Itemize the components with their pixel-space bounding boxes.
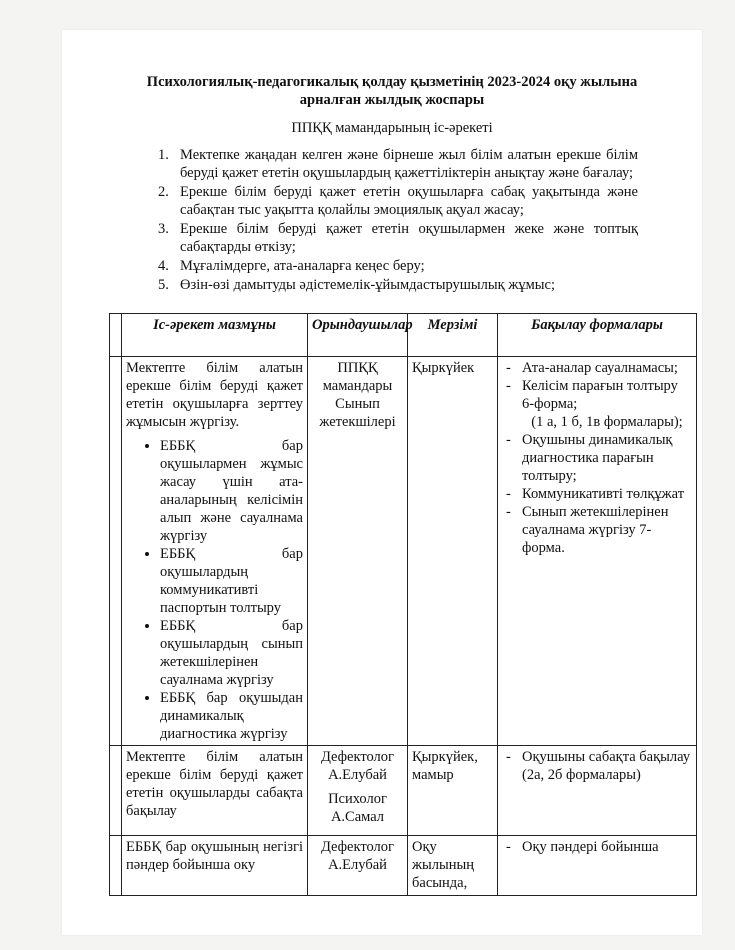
deadline-cell: Қыркүйек <box>408 357 498 746</box>
list-item: - Коммуникативті төлқұжат <box>502 485 692 503</box>
table-row <box>110 357 697 746</box>
content-text: Мектепте білім алатын ерекше білім беруді қажет ететін оқушыларға зерттеу жұмысын жүргізу. <box>126 360 303 430</box>
list-item: - Келісім парағын толтыру 6-форма; (1 а, 1 б, 1в формалары); <box>502 377 692 431</box>
performer: Психолог А.Самал <box>328 791 387 825</box>
header-control: Бақылау формалары <box>498 314 697 357</box>
performer: Дефектолог А.Елубай <box>320 749 394 783</box>
row-index-cell <box>110 746 122 836</box>
header-index <box>110 314 122 357</box>
header-content: Іс-әрекет мазмұны <box>122 314 308 357</box>
task-item: 3. Ерекше білім беруді қажет ететін оқушылармен жеке және топтық сабақтарды өткізу; <box>158 221 638 255</box>
plan-table <box>109 313 697 896</box>
document-subtitle: ППҚҚ мамандарының іс-әрекеті <box>291 120 493 136</box>
performers-cell <box>308 836 408 896</box>
deadline-cell: Қыркүйек, мамыр <box>408 746 498 836</box>
table-row <box>110 746 697 836</box>
task-item: 5. Өзін-өзі дамытуды әдістемелік-ұйымдастырушылық жұмыс; <box>158 277 555 293</box>
list-item: • ЕББҚ бар оқушылармен жұмыс жасау үшін ата-аналарының келісімін алып және сауалнама жүргізу <box>160 437 303 545</box>
content-cell: Мектепте білім алатын ерекше білім беруді қажет ететін оқушыларды сабақта бақылау <box>122 746 308 836</box>
list-item: - Оқушыны динамикалық диагностика парағын толтыру; <box>502 431 692 485</box>
table-header-row <box>110 314 697 357</box>
list-item: - Сынып жетекшілерінен сауалнама жүргізу 7-форма. <box>502 503 692 557</box>
list-item: • ЕББҚ бар оқушылардың коммуникативті паспортын толтыру <box>160 545 303 617</box>
list-item: - Ата-аналар сауалнамасы; <box>502 359 692 377</box>
row-index-cell <box>110 357 122 746</box>
control-cell <box>498 746 697 836</box>
row-index-cell <box>110 836 122 896</box>
performer: Сынып жетекшілері <box>319 396 396 430</box>
list-item: • ЕББҚ бар оқушылардың сынып жетекшілерінен сауалнама жүргізу <box>160 617 303 689</box>
list-item: - Оқу пәндері бойынша <box>502 838 692 856</box>
content-bullets <box>126 437 303 743</box>
content-cell: ЕББҚ бар оқушының негізгі пәндер бойынша оку <box>122 836 308 896</box>
content-cell <box>122 357 308 746</box>
header-deadline: Мерзімі <box>408 314 498 357</box>
task-item: 2. Ерекше білім беруді қажет ететін оқушыларға сабақ уақытында және сабақтан тыс уақытта қолайлы эмоциялық ақуал жасау; <box>158 184 638 218</box>
performers-cell <box>308 357 408 746</box>
document-page <box>62 30 702 935</box>
list-item: - Оқушыны сабақта бақылау (2а, 2б формалары) <box>502 748 692 784</box>
document-title: Психологиялық-педагогикалық қолдау қызметінің 2023-2024 оқу жылына арналған жылдық жоспары <box>146 74 638 108</box>
performer: ППҚҚ мамандары <box>322 360 393 394</box>
list-item: • ЕББҚ бар оқушыдан динамикалық диагностика жүргізу <box>160 689 303 743</box>
deadline-cell: Оқу жылының басында, <box>408 836 498 896</box>
table-row <box>110 836 697 896</box>
task-list <box>158 146 638 295</box>
performers-cell <box>308 746 408 836</box>
control-list <box>502 748 692 784</box>
control-cell <box>498 836 697 896</box>
header-performers: Орындаушылар <box>308 314 408 357</box>
performer: Дефектолог А.Елубай <box>320 839 394 873</box>
control-list <box>502 359 692 557</box>
control-cell <box>498 357 697 746</box>
task-item: 4. Мұғалімдерге, ата-аналарға кеңес беру; <box>158 258 425 274</box>
control-list <box>502 838 692 856</box>
task-item: 1. Мектепке жаңадан келген және бірнеше жыл білім алатын ерекше білім беруді қажет ететін оқушылардың қажеттіліктерін анықтау және бағалау; <box>158 147 638 181</box>
